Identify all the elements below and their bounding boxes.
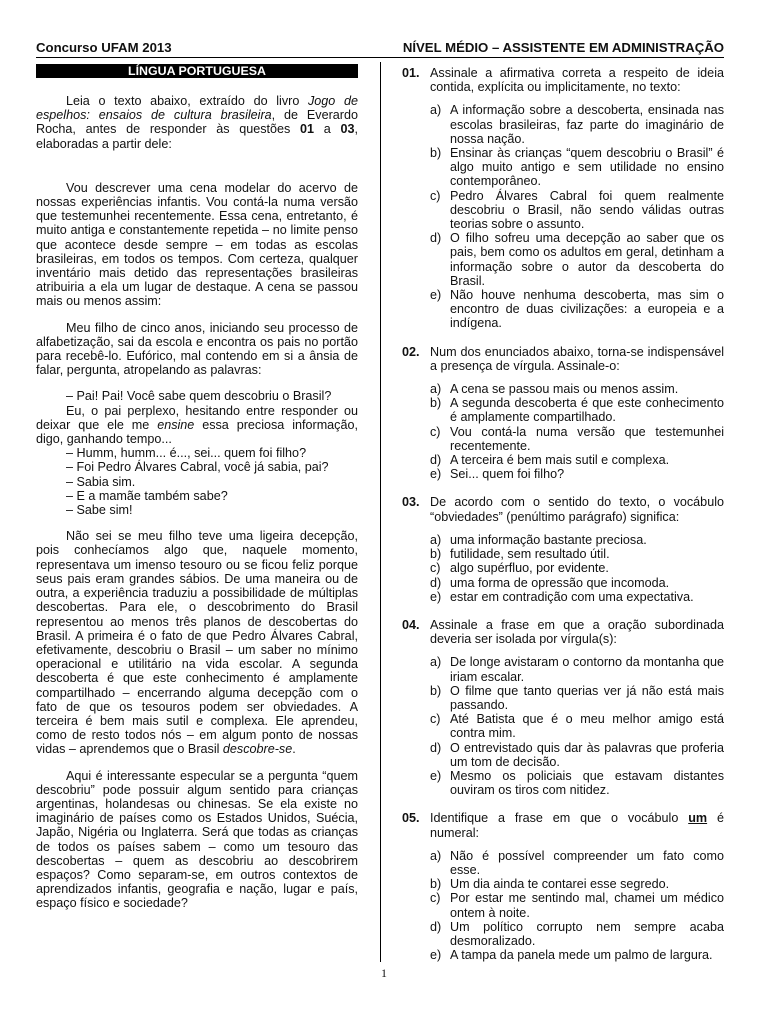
option-letter: b) (430, 547, 442, 562)
option-e (430, 948, 724, 962)
stem-part-a: Identifique a frase em que o vocábulo (430, 811, 689, 826)
option-letter: e) (430, 288, 442, 303)
text-paragraph-4: Aqui é interessante especular se a pergunta “quem descobriu” pode possuir algum sentido para crianças argentinas, holandesas ou chinesas. Se ela existe no imaginário de países como os Estados Unidos, Suécia, Japão, Nigéria ou Inglaterra. Será que todas as crianças de todos os países sabem – como um tesouro das descobertas – quem as descobriu ao descobrirem espaços? Como separam-se, em outros contextos de aprendizados infantis, geografia e nação, lugar e país, espaço físico e sociedade? (36, 768, 358, 911)
dialogue-line-5: – Sabia sim. (66, 474, 136, 489)
option-letter: e) (430, 948, 442, 963)
option-text: Não houve nenhuma descoberta, mas sim o encontro de duas civilizações: a europeia e a indígena. (450, 288, 724, 331)
option-letter: d) (430, 919, 442, 934)
question-04 (402, 618, 724, 797)
text-paragraph-1: Vou descrever uma cena modelar do acervo de nossas experiências infantis. Vou contá-la numa versão que testemunhei recentemente. Essa cena, entretanto, é muito antiga e constantemente repetida – no limite penso que acontece desde sempre – em todas as escolas brasileiras, em todos os tempos. Com certeza, qualquer inventário mais detido das representações brasileiras atribuiria a ela um lugar de destaque. A cena se passou mais ou menos assim: (36, 180, 358, 309)
option-letter: d) (430, 453, 442, 468)
question-from: 01 (300, 122, 315, 137)
option-letter: c) (430, 188, 441, 203)
question-stem: Assinale a frase em que a oração subordinada deveria ser isolada por vírgula(s): (430, 617, 724, 647)
option-d (430, 231, 724, 288)
option-letter: b) (430, 146, 442, 161)
book-title: Jogo de espelhos: ensaios de cultura brasileira (36, 94, 358, 123)
options-list (402, 533, 724, 604)
option-a (430, 382, 724, 396)
column-divider (380, 62, 381, 962)
right-column (402, 66, 724, 976)
option-e (430, 467, 724, 481)
option-a (430, 533, 724, 547)
options-list (402, 103, 724, 330)
para3-b: . (292, 742, 296, 757)
header-right: NÍVEL MÉDIO – ASSISTENTE EM ADMINISTRAÇÃO (402, 40, 724, 55)
option-d (430, 576, 724, 590)
question-stem (430, 811, 724, 839)
para3-a: Não sei se meu filho teve uma ligeira decepção, pois conhecíamos algo que, naquele momento, representava um imenso tesouro ou se ficou feliz porque seus pais eram grandes sábios. De uma maneira ou de outra, a experiência traduziu a possibilidade de múltiplas descobertas. Para ele, o descobrimento do Brasil representou ao menos três planos de descobertas do Brasil. A primeira é o fato de que Pedro Álvares Cabral, efetivamente, descobriu o Brasil – um saber no mínimo operacional e utilitário na vida escolar. A segunda descoberta é que este conhecimento é amplamente compartilhado – encerrando alguma decepção com o fato de que os tesouros podem ser obviedades. A terceira é bem mais sutil e complexa. Ele aprendeu, como de resto todos nós – em algum ponto de nossas vidas – aprendemos que o Brasil (36, 529, 358, 757)
question-number: 02. (402, 344, 420, 359)
dialogue-line-3: – Humm, humm... é..., sei... quem foi filho? (66, 446, 307, 461)
option-letter: a) (430, 382, 442, 397)
option-text: futilidade, sem resultado útil. (450, 547, 610, 562)
options-list (402, 849, 724, 963)
question-to: 03 (340, 122, 355, 137)
question-stem: De acordo com o sentido do texto, o vocábulo “obviedades” (penúltimo parágrafo) significa: (430, 495, 724, 524)
option-c (430, 425, 724, 453)
option-letter: a) (430, 532, 442, 547)
option-text: Até Batista que é o meu melhor amigo está contra mim. (450, 712, 724, 741)
question-02 (402, 345, 724, 482)
option-text: Um dia ainda te contarei esse segredo. (450, 877, 670, 892)
dialogue-line-4: – Foi Pedro Álvares Cabral, você já sabia, pai? (66, 460, 329, 475)
option-letter: b) (430, 396, 442, 411)
option-b (430, 396, 724, 424)
para3-em: descobre-se (222, 742, 293, 757)
option-b (430, 547, 724, 561)
dialogue-line-6: – E a mamãe também sabe? (66, 488, 228, 503)
left-column (36, 64, 358, 923)
option-b (430, 684, 724, 712)
option-e (430, 590, 724, 604)
option-letter: c) (430, 712, 441, 727)
option-text: Vou contá-la numa versão que testemunhei recentemente. (450, 424, 724, 453)
option-text: A segunda descoberta é que este conhecimento é amplamente compartilhado. (450, 396, 724, 425)
option-text: A tampa da panela mede um palmo de largura. (450, 948, 713, 963)
option-text: A cena se passou mais ou menos assim. (450, 382, 679, 397)
option-c (430, 712, 724, 740)
option-letter: e) (430, 467, 442, 482)
options-list (402, 655, 724, 797)
option-text: Sei... quem foi filho? (450, 467, 565, 482)
dialogue-2b: essa preciosa informação, digo, ganhando tempo... (36, 417, 358, 447)
option-b (430, 146, 724, 189)
stem-part-b: é numeral: (430, 811, 724, 840)
question-01 (402, 66, 724, 331)
highlighted-word: um (688, 811, 708, 826)
intro-paragraph (36, 94, 358, 151)
option-c (430, 891, 724, 919)
option-text: Pedro Álvares Cabral foi quem realmente descobriu o Brasil, não sendo válidas outras teorias sobre o assunto. (450, 188, 724, 232)
section-title: LÍNGUA PORTUGUESA (36, 64, 358, 78)
option-text: algo supérfluo, por evidente. (450, 561, 609, 576)
option-text: O filho sofreu uma decepção ao saber que os pais, bem como os adultos em geral, detinham a informação sobre o autor da descoberta do Brasil. (450, 231, 724, 288)
option-a (430, 103, 724, 146)
option-text: Mesmo os policiais que estavam distantes ouviram os tiros com nitidez. (450, 768, 724, 798)
option-e (430, 288, 724, 331)
dialogue-line-1: – Pai! Pai! Você sabe quem descobriu o Brasil? (66, 389, 332, 404)
page-number: 1 (381, 966, 387, 980)
option-letter: d) (430, 231, 442, 246)
question-number: 01. (402, 66, 420, 80)
options-list (402, 382, 724, 481)
option-e (430, 769, 724, 797)
option-d (430, 453, 724, 467)
option-letter: c) (430, 424, 441, 439)
option-text: O filme que tanto querias ver já não está mais passando. (450, 683, 724, 712)
option-text: uma forma de opressão que incomoda. (450, 575, 670, 590)
question-stem: Assinale a afirmativa correta a respeito de ideia contida, explícita ou implicitamente, no texto: (430, 66, 724, 95)
option-text: Ensinar às crianças “quem descobriu o Brasil” é algo muito antigo e sem utilidade no ensino contemporâneo. (450, 146, 724, 189)
option-letter: e) (430, 768, 442, 783)
option-letter: a) (430, 848, 442, 863)
dialogue-2a: Eu, o pai perplexo, hesitando entre responder ou deixar que ele me (36, 403, 358, 432)
option-letter: b) (430, 877, 442, 892)
intro-text-2: , de Everardo Rocha, antes de responder às questões (36, 108, 359, 137)
option-text: De longe avistaram o contorno da montanha que iriam escalar. (450, 655, 724, 684)
option-letter: e) (430, 589, 442, 604)
option-text: uma informação bastante preciosa. (450, 532, 647, 547)
option-d (430, 741, 724, 769)
option-c (430, 189, 724, 232)
option-text: Não é possível compreender um fato como esse. (450, 848, 724, 877)
intro-text-3: , elaboradas a partir dele: (36, 122, 358, 151)
option-text: estar em contradição com uma expectativa. (450, 589, 694, 604)
option-text: A informação sobre a descoberta, ensinada nas escolas brasileiras, faz parte do imaginário de nossa nação. (450, 103, 724, 146)
intro-text-mid: a (314, 122, 341, 137)
question-stem: Num dos enunciados abaixo, torna-se indispensável a presença de vírgula. Assinale-o: (430, 344, 724, 373)
option-letter: a) (430, 103, 442, 118)
intro-text-1: Leia o texto abaixo, extraído do livro (66, 94, 308, 108)
option-text: O entrevistado quis dar às palavras que proferia um tom de decisão. (450, 740, 724, 769)
option-letter: c) (430, 561, 441, 576)
option-letter: d) (430, 575, 442, 590)
question-number: 04. (402, 617, 420, 632)
question-number: 03. (402, 495, 420, 510)
option-letter: b) (430, 683, 442, 698)
option-letter: c) (430, 891, 441, 906)
text-paragraph-2: Meu filho de cinco anos, iniciando seu processo de alfabetização, sai da escola e encontra os pais no portão para recebê-lo. Eufórico, mal contendo em si a ânsia de falar, pergunta, atropelando as palavras: (36, 320, 358, 378)
option-a (430, 655, 724, 683)
dialogue-line-7: – Sabe sim! (66, 503, 133, 518)
option-a (430, 849, 724, 877)
option-text: A terceira é bem mais sutil e complexa. (450, 453, 670, 468)
option-letter: a) (430, 655, 442, 670)
dialogue-line-2 (36, 404, 358, 447)
page-header (36, 40, 724, 58)
dialogue-2-em: ensine (157, 417, 195, 432)
question-number: 05. (402, 811, 420, 826)
text-paragraph-3 (36, 529, 358, 756)
option-c (430, 561, 724, 575)
question-03 (402, 495, 724, 603)
header-left: Concurso UFAM 2013 (36, 40, 172, 55)
option-text: Um político corrupto nem sempre acaba desmoralizado. (450, 919, 724, 948)
question-05 (402, 811, 724, 962)
option-letter: d) (430, 740, 442, 755)
option-text: Por estar me sentindo mal, chamei um médico ontem à noite. (450, 891, 724, 920)
option-b (430, 877, 724, 891)
option-d (430, 920, 724, 948)
